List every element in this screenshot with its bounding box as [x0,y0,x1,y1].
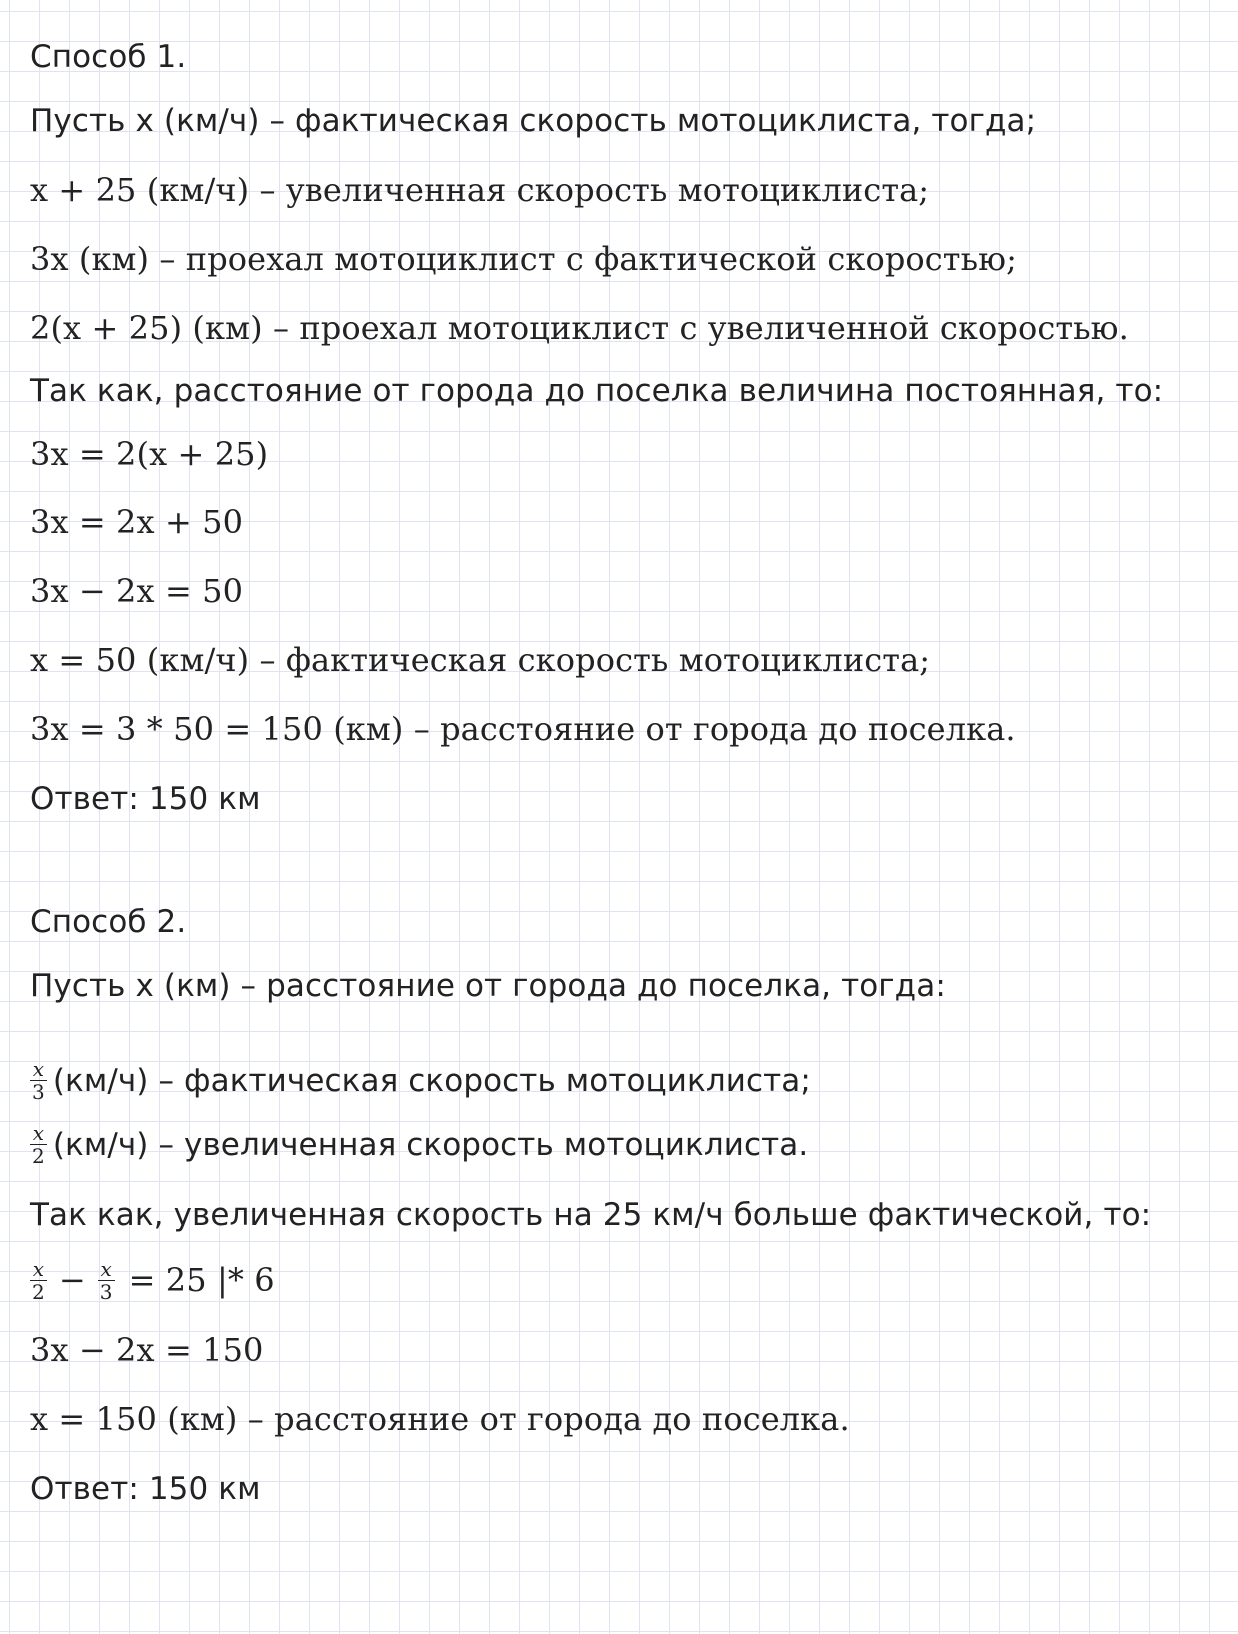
method2-line3-row [30,1121,809,1169]
fraction-numerator: x [30,1058,47,1081]
minus-sign: − [58,1261,86,1299]
fraction-denominator: 2 [32,1144,45,1168]
method1-eq4: x = 50 (км/ч) – фактическая скорость мотоциклиста; [30,641,931,679]
method1-eq5: 3x = 3 * 50 = 150 (км) – расстояние от города до поселка. [30,710,1016,748]
fraction-denominator: 3 [99,1280,113,1304]
fraction-numerator: x [30,1122,47,1145]
method2-line3-text: (км/ч) – увеличенная скорость мотоциклиста. [52,1127,809,1163]
method2-line2-text: (км/ч) – фактическая скорость мотоциклиста; [52,1063,811,1099]
fraction-x-over-3 [98,1258,115,1303]
method1-line2: x + 25 (км/ч) – увеличенная скорость мотоциклиста; [30,171,930,209]
method1-eq3: 3x − 2x = 50 [30,572,244,610]
method2-line4: Так как, увеличенная скорость на 25 км/ч больше фактической, то: [30,1197,1152,1233]
method2-title: Способ 2. [30,904,187,940]
fraction-x-over-2 [30,1258,47,1303]
method1-line4: 2(x + 25) (км) – проехал мотоциклист с увеличенной скоростью. [30,309,1129,347]
method1-line5: Так как, расстояние от города до поселка величина постоянная, то: [30,373,1164,409]
fraction-x-over-2 [30,1122,47,1167]
method1-eq2: 3x = 2x + 50 [30,503,244,541]
fraction-numerator: x [98,1258,115,1281]
method2-answer: Ответ: 150 км [30,1471,261,1507]
method1-line3: 3x (км) – проехал мотоциклист с фактической скоростью; [30,240,1017,278]
method2-line1: Пусть x (км) – расстояние от города до поселка, тогда: [30,968,946,1004]
method1-eq1: 3x = 2(x + 25) [30,435,269,473]
method2-eq1-row [30,1257,275,1305]
method1-line1: Пусть x (км/ч) – фактическая скорость мотоциклиста, тогда; [30,103,1037,139]
fraction-x-over-3 [30,1058,47,1103]
method2-line2-row [30,1057,811,1105]
method1-answer: Ответ: 150 км [30,781,261,817]
method2-eq1-rest: = 25 |* 6 [128,1261,275,1299]
fraction-denominator: 2 [32,1280,45,1304]
method2-eq2: 3x − 2x = 150 [30,1331,264,1369]
fraction-denominator: 3 [32,1080,45,1104]
method1-title: Способ 1. [30,39,187,75]
solution-page [30,0,1210,1634]
method2-eq3: x = 150 (км) – расстояние от города до поселка. [30,1400,850,1438]
fraction-numerator: x [30,1258,47,1281]
